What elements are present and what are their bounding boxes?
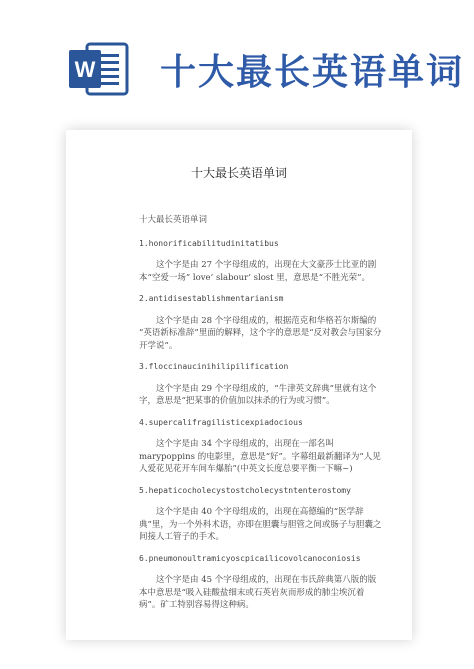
banner <box>0 0 474 118</box>
entry-description: 这个字是由 27 个字母组成的，出现在大文豪莎士比亚的剧本“空爱一场” love’ slabour’ slost 里，意思是“不胜光荣”。 <box>139 260 377 283</box>
entry-description: 这个字是由 34 个字母组成的，出现在一部名叫marypoppins 的电影里，意思是“好”。字幕组最新翻译为“人见人爱花见花开车间车爆胎”(中英文长度总要平衡一下嘛~) <box>139 439 381 474</box>
document-body <box>139 214 384 621</box>
entry-description: 这个字是由 29 个字母组成的，“牛津英文辞典”里就有这个字，意思是“把某事的价值加以抹杀的行为或习惯”。 <box>139 383 377 406</box>
entry-word: 5.hepaticocholecystostcholecystntenterostomy <box>139 485 351 495</box>
entry-word: 6.pneumonoultramicyoscpicailicovolcanoconiosis <box>139 553 361 563</box>
entry-description: 这个字是由 40 个字母组成的，出现在高德编的“医学辞典”里，为一个外科术语，亦即在胆囊与胆管之间或肠子与胆囊之间接人工管子的手术。 <box>139 507 382 542</box>
word-document-icon <box>67 38 129 100</box>
entry-word: 3.floccinaucinihilipilification <box>139 362 289 371</box>
word-logo-letter: W <box>74 57 96 82</box>
document-subtitle: 十大最长英语单词 <box>139 215 208 225</box>
entry-word: 4.supercalifragilisticexpiadocious <box>139 417 303 427</box>
entry-word: 2.antidisestablishmentarianism <box>139 294 284 303</box>
entry-description: 这个字是由 45 个字母组成的，出现在韦氏辞典第八版的版本中意思是“吸入硅酸盐细末或石英岩灰而形成的肺尘埃沉着病”。矿工特别容易得这种病。 <box>139 575 377 610</box>
banner-title: 十大最长英语单词 <box>160 52 465 93</box>
entry-word: 1.honorificabilitudinitatibus <box>139 238 279 248</box>
document-title: 十大最长英语单词 <box>190 166 287 180</box>
document-page <box>66 130 412 640</box>
entry-description: 这个字是由 28 个字母组成的，根据范克和华格若尔斯编的 “英语新标准辞”里面的解释，这个字的意思是“反对教会与国家分开学说”。 <box>139 315 382 351</box>
